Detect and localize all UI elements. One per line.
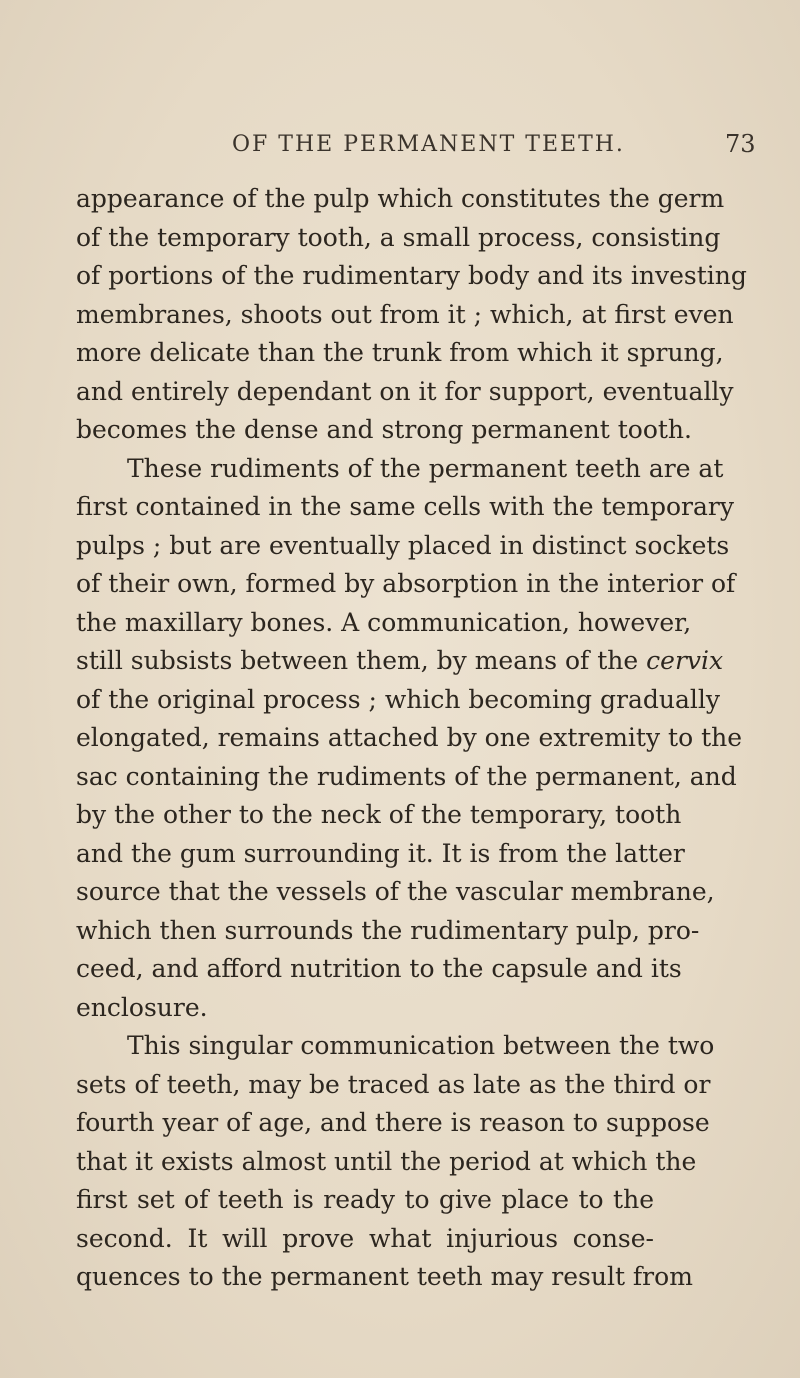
italic-term: cervix: [646, 646, 724, 675]
text-line: ceed, and afford nutrition to the capsule and its: [76, 954, 682, 983]
text-line: which then surrounds the rudimentary pulp, pro-: [76, 915, 700, 945]
text-line: first set of teeth is ready to give place to the: [76, 1185, 654, 1214]
text-line: elongated, remains attached by one extremity to the: [76, 723, 743, 752]
text-line: of the original process ; which becoming gradually: [76, 684, 720, 714]
text-line: becomes the dense and strong permanent tooth.: [76, 415, 692, 444]
text-line: of the temporary tooth, a small process, consisting: [76, 222, 721, 252]
text-line-with-italic: [76, 642, 724, 681]
text-line: of their own, formed by absorption in the interior of: [76, 569, 736, 598]
text-line: of portions of the rudimentary body and its investing: [76, 261, 747, 290]
text-line: that it exists almost until the period at which the: [76, 1146, 697, 1176]
text-line: quences to the permanent teeth may result from: [76, 1262, 693, 1291]
text-line: and the gum surrounding it. It is from the latter: [76, 838, 685, 868]
text-line: second. It will prove what injurious conse-: [76, 1223, 654, 1253]
body-text: [76, 180, 747, 1297]
text-line: This singular communication between the two: [127, 1031, 715, 1060]
page-number: 73: [725, 130, 756, 158]
text-line: These rudiments of the permanent teeth are at: [127, 453, 724, 483]
running-head: OF THE PERMANENT TEETH.: [232, 132, 625, 157]
text-line: first contained in the same cells with the temporary: [76, 492, 734, 521]
text-line: source that the vessels of the vascular membrane,: [76, 877, 715, 906]
text-line: the maxillary bones. A communication, however,: [76, 607, 692, 637]
text-line: sac containing the rudiments of the permanent, and: [76, 761, 737, 791]
text-line: appearance of the pulp which constitutes the germ: [76, 184, 725, 213]
text-line: more delicate than the trunk from which it sprung,: [76, 338, 724, 367]
text-line: by the other to the neck of the temporary, tooth: [76, 800, 682, 829]
text-line: and entirely dependant on it for support, eventually: [76, 376, 734, 406]
text-line: enclosure.: [76, 992, 208, 1022]
text-line: fourth year of age, and there is reason to suppose: [76, 1108, 710, 1137]
text-line: sets of teeth, may be traced as late as the third or: [76, 1069, 711, 1099]
text-line: pulps ; but are eventually placed in distinct sockets: [76, 530, 730, 560]
text-segment: still subsists between them, by means of the: [76, 646, 639, 675]
text-line: membranes, shoots out from it ; which, at first even: [76, 299, 734, 329]
